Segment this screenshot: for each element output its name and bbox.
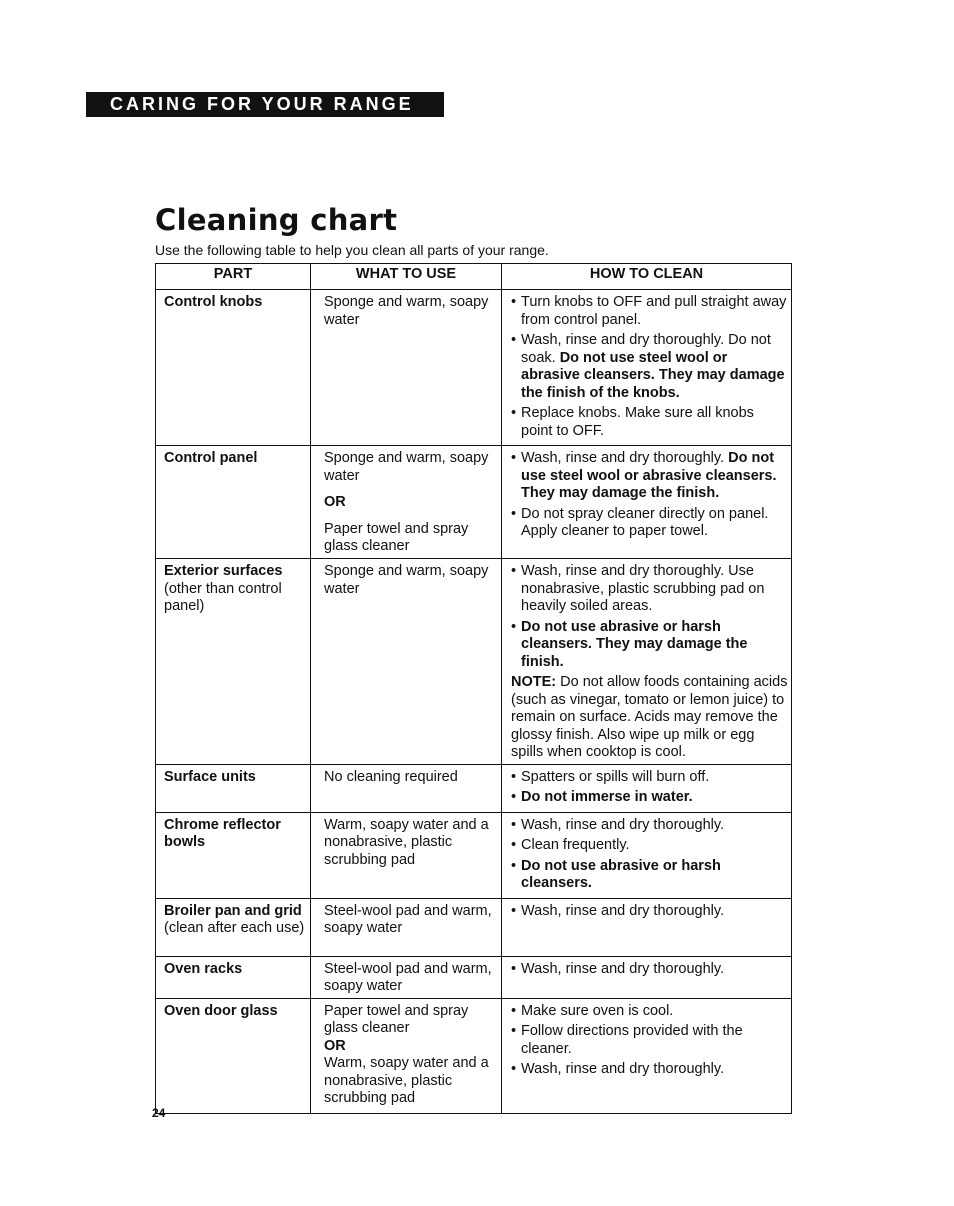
bullet-icon: • <box>511 857 517 874</box>
note-label: NOTE: <box>511 674 557 690</box>
instruction-warning: Do not immerse in water. <box>521 789 693 805</box>
bullet-icon: • <box>511 1002 517 1019</box>
cleaning-material: Steel-wool pad and warm, soapy water <box>324 960 492 994</box>
instruction-plain: Replace knobs. Make sure all knobs point to OFF. <box>521 405 754 439</box>
instruction-item <box>511 961 788 979</box>
table-row <box>156 446 792 559</box>
column-header-part: PART <box>156 264 311 290</box>
bullet-icon: • <box>511 960 517 977</box>
bullet-icon: • <box>511 618 517 635</box>
instruction-text <box>521 858 788 893</box>
how-to-clean-cell <box>502 898 792 956</box>
part-name: Chrome reflector bowls <box>164 816 281 850</box>
part-cell <box>156 898 311 956</box>
bullet-icon: • <box>511 768 517 785</box>
instruction-text <box>521 837 788 855</box>
part-cell <box>156 290 311 446</box>
what-to-use-cell <box>311 956 502 998</box>
or-separator: OR <box>324 1037 346 1054</box>
instruction-plain: Wash, rinse and dry thoroughly. <box>521 816 725 833</box>
part-name: Control panel <box>164 450 258 466</box>
table-row <box>156 956 792 998</box>
instruction-text <box>521 1003 788 1021</box>
part-name: Broiler pan and grid <box>164 902 302 919</box>
instruction-item <box>511 619 788 672</box>
instruction-text <box>521 332 788 402</box>
cleaning-material: No cleaning required <box>324 768 458 785</box>
instruction-plain: Wash, rinse and dry thoroughly. <box>521 1061 725 1077</box>
bullet-icon: • <box>511 1061 517 1077</box>
table-row <box>156 998 792 1113</box>
bullet-icon: • <box>511 837 517 853</box>
instruction-text <box>521 506 788 541</box>
instruction-text <box>521 769 788 787</box>
instruction-item <box>511 332 788 402</box>
or-separator: OR <box>324 494 346 510</box>
instruction-item <box>511 1061 788 1079</box>
how-to-clean-cell <box>502 559 792 765</box>
what-to-use-cell <box>311 764 502 812</box>
page-number: 24 <box>152 1106 166 1120</box>
instruction-plain: Wash, rinse and dry thoroughly. Use nonabrasive, plastic scrubbing pad on heavily soiled areas. <box>521 563 765 614</box>
instruction-text <box>521 563 788 616</box>
cleaning-material: Paper towel and spray glass cleaner <box>324 1002 469 1036</box>
instruction-text <box>521 294 788 329</box>
instruction-item <box>511 450 788 503</box>
note <box>511 674 788 762</box>
cleaning-material: Sponge and warm, soapy water <box>324 294 489 328</box>
instruction-text <box>521 1061 788 1079</box>
bullet-icon: • <box>511 332 517 348</box>
table-row <box>156 559 792 765</box>
instruction-warning: Do not use abrasive or harsh cleansers. They may damage the finish. <box>521 618 748 670</box>
part-cell <box>156 812 311 898</box>
part-cell <box>156 559 311 765</box>
cleaning-material: Warm, soapy water and a nonabrasive, plastic scrubbing pad <box>324 816 489 868</box>
how-to-clean-cell <box>502 812 792 898</box>
cleaning-material: Steel-wool pad and warm, soapy water <box>324 902 492 936</box>
bullet-icon: • <box>511 816 517 833</box>
bullet-icon: • <box>511 563 517 579</box>
how-to-clean-cell <box>502 446 792 559</box>
instruction-plain: Turn knobs to OFF and pull straight away from control panel. <box>521 294 787 328</box>
instruction-text <box>521 903 788 921</box>
instruction-item <box>511 1023 788 1058</box>
cleaning-material: Sponge and warm, soapy water <box>324 450 489 484</box>
bullet-icon: • <box>511 789 517 805</box>
instruction-item <box>511 294 788 329</box>
part-name: Exterior surfaces <box>164 563 283 579</box>
intro-text: Use the following table to help you clean all parts of your range. <box>155 242 549 258</box>
instruction-plain: Wash, rinse and dry thoroughly. <box>521 450 725 466</box>
bullet-icon: • <box>511 405 517 421</box>
instruction-plain: Spatters or spills will burn off. <box>521 768 710 785</box>
table-row <box>156 812 792 898</box>
part-cell <box>156 764 311 812</box>
what-to-use-cell <box>311 290 502 446</box>
cleaning-material: Paper towel and spray glass cleaner <box>324 520 469 554</box>
cleaning-chart-table <box>155 263 792 1114</box>
table-header-row <box>156 264 792 290</box>
how-to-clean-cell <box>502 764 792 812</box>
instruction-item <box>511 1003 788 1021</box>
table-row <box>156 764 792 812</box>
instruction-item <box>511 903 788 921</box>
part-cell <box>156 446 311 559</box>
instruction-item <box>511 817 788 835</box>
bullet-icon: • <box>511 1023 517 1039</box>
instruction-text <box>521 405 788 440</box>
instruction-item <box>511 789 788 807</box>
cleaning-material: Warm, soapy water and a nonabrasive, plastic scrubbing pad <box>324 1055 489 1106</box>
how-to-clean-cell <box>502 290 792 446</box>
page-title: Cleaning chart <box>155 203 398 237</box>
column-header-how-to-clean: HOW TO CLEAN <box>502 264 792 290</box>
part-note: (clean after each use) <box>164 920 305 936</box>
note-text: Do not allow foods containing acids (such as vinegar, tomato or lemon juice) to remain on surface. Acids may remove the glossy finish. Also wipe up milk or egg spills when cooktop is cool. <box>511 674 788 760</box>
what-to-use-cell <box>311 998 502 1113</box>
bullet-icon: • <box>511 902 517 919</box>
part-name: Oven door glass <box>164 1002 278 1019</box>
bullet-icon: • <box>511 450 517 466</box>
table-row <box>156 898 792 956</box>
what-to-use-cell <box>311 812 502 898</box>
instruction-item <box>511 769 788 787</box>
instruction-warning: Do not use steel wool or abrasive cleansers. They may damage the finish of the knobs. <box>521 349 785 401</box>
bullet-icon: • <box>511 505 517 522</box>
instruction-warning: Do not use abrasive or harsh cleansers. <box>521 857 721 891</box>
part-name: Surface units <box>164 768 256 785</box>
instruction-text <box>521 961 788 979</box>
instruction-warning: Do not use steel wool or abrasive cleansers. They may damage the finish. <box>521 450 777 501</box>
instruction-text <box>521 450 788 503</box>
what-to-use-cell <box>311 446 502 559</box>
instruction-text <box>521 789 788 807</box>
part-note: (other than control panel) <box>164 580 282 614</box>
instruction-text <box>521 1023 788 1058</box>
instruction-plain: Clean frequently. <box>521 837 630 853</box>
instruction-item <box>511 506 788 541</box>
instruction-item <box>511 563 788 616</box>
instruction-plain: Make sure oven is cool. <box>521 1002 674 1019</box>
how-to-clean-cell <box>502 956 792 998</box>
column-header-what-to-use: WHAT TO USE <box>311 264 502 290</box>
what-to-use-cell <box>311 559 502 765</box>
part-name: Oven racks <box>164 960 243 977</box>
table-row <box>156 290 792 446</box>
instruction-plain: Do not spray cleaner directly on panel. Apply cleaner to paper towel. <box>521 505 769 539</box>
section-banner: CARING FOR YOUR RANGE <box>86 92 444 117</box>
instruction-plain: Wash, rinse and dry thoroughly. <box>521 902 725 919</box>
instruction-text <box>521 817 788 835</box>
instruction-item <box>511 858 788 893</box>
how-to-clean-cell <box>502 998 792 1113</box>
bullet-icon: • <box>511 294 517 310</box>
cleaning-material: Sponge and warm, soapy water <box>324 563 489 597</box>
table-body <box>156 290 792 1114</box>
instruction-text <box>521 619 788 672</box>
part-cell <box>156 998 311 1113</box>
instruction-plain: Wash, rinse and dry thoroughly. <box>521 960 725 977</box>
instruction-plain: Follow directions provided with the cleaner. <box>521 1023 743 1057</box>
instruction-plain: Wash, rinse and dry thoroughly. Do not soak. <box>521 332 771 366</box>
part-cell <box>156 956 311 998</box>
instruction-item <box>511 837 788 855</box>
instruction-item <box>511 405 788 440</box>
what-to-use-cell <box>311 898 502 956</box>
part-name: Control knobs <box>164 294 263 310</box>
